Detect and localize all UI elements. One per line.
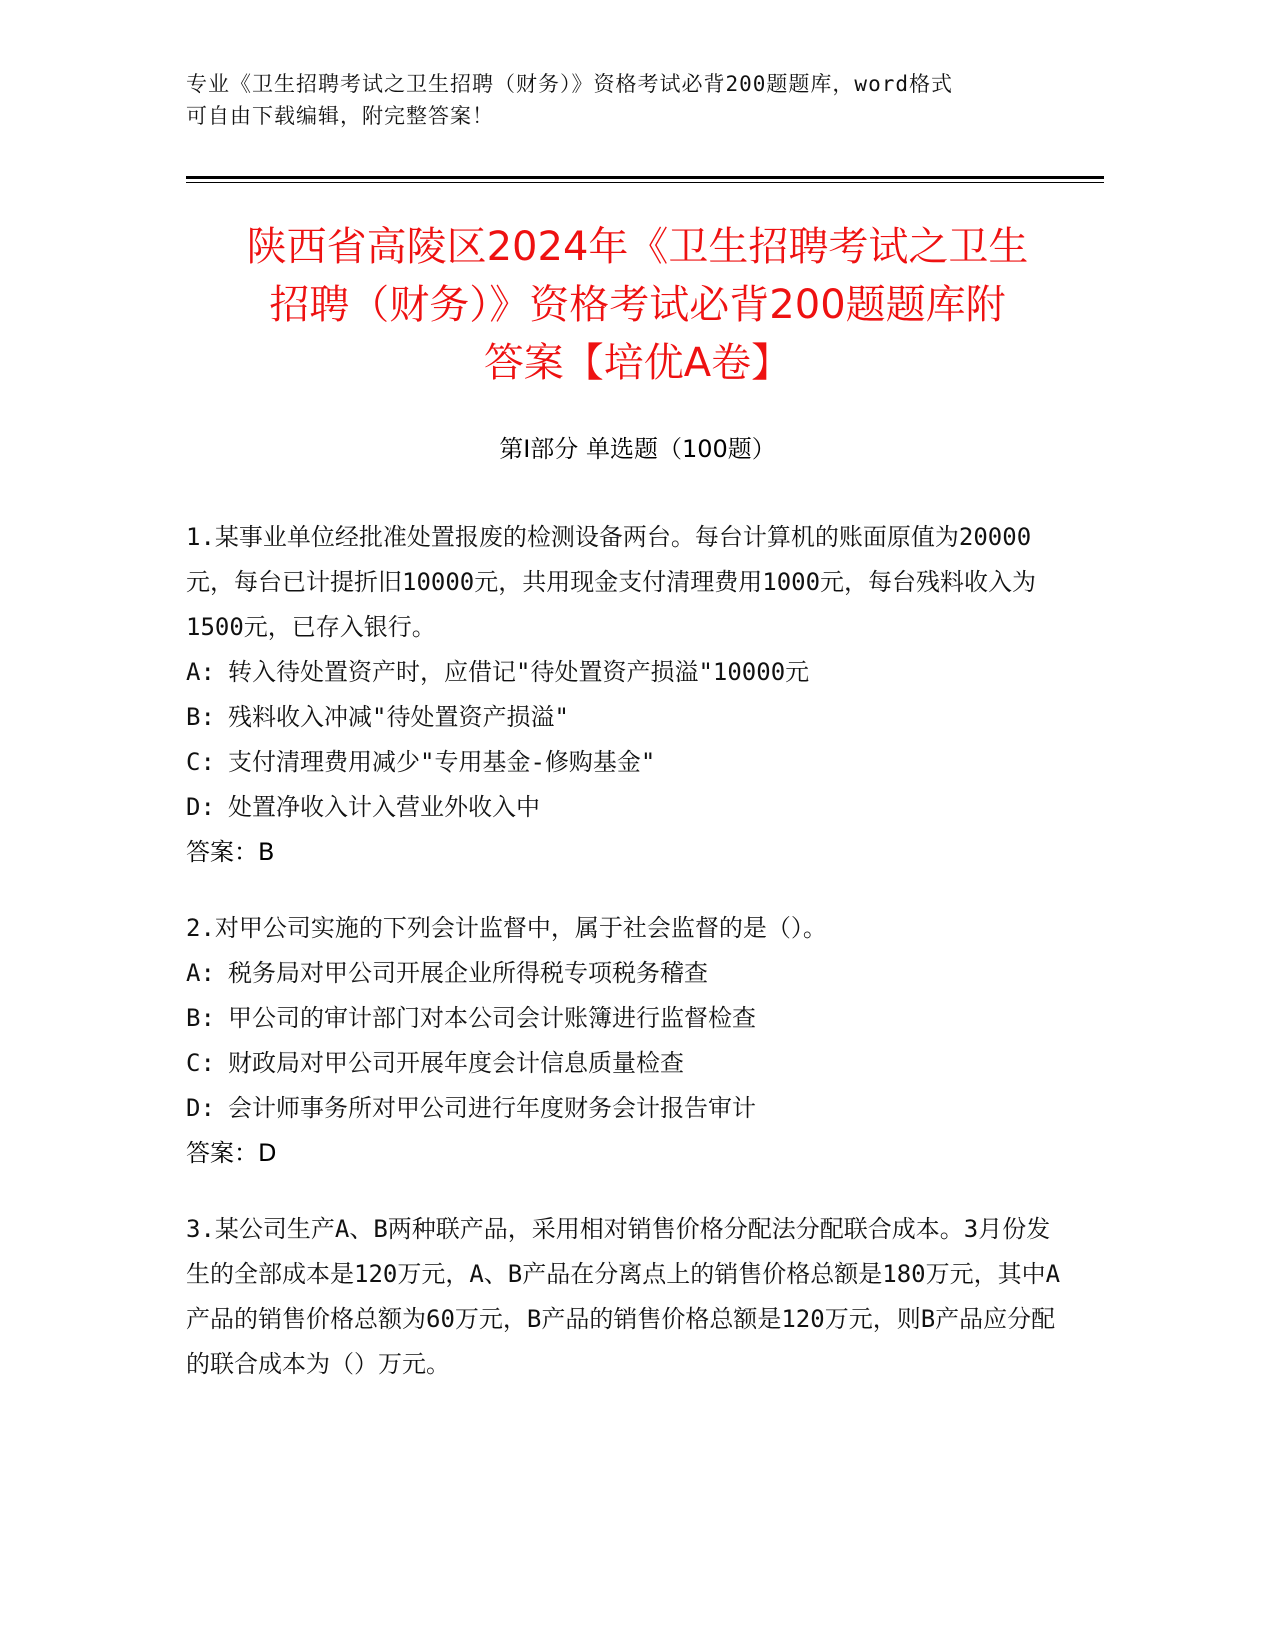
option-letter: B: — [186, 1004, 215, 1032]
option-letter: C: — [186, 1049, 215, 1077]
option-text: 财政局对甲公司开展年度会计信息质量检查 — [228, 1049, 684, 1077]
option-letter: D: — [186, 1094, 215, 1122]
option-letter: D: — [186, 793, 215, 821]
document-title — [150, 218, 1125, 392]
option-letter: C: — [186, 748, 215, 776]
header-divider-thick — [186, 176, 1104, 179]
answer-key: 答案：B — [186, 838, 275, 866]
option-letter: A: — [186, 658, 215, 686]
header-note-line: 专业《卫生招聘考试之卫生招聘（财务）》资格考试必背200题题库，word格式 — [186, 72, 953, 96]
option-text: 税务局对甲公司开展企业所得税专项税务稽查 — [228, 959, 708, 987]
title-line: 答案【培优A卷】 — [483, 340, 792, 386]
title-line: 招聘（财务）》资格考试必背200题题库附 — [269, 282, 1006, 328]
answer-key: 答案：D — [186, 1139, 277, 1167]
option-letter: B: — [186, 703, 215, 731]
title-line: 陕西省高陵区2024年《卫生招聘考试之卫生 — [246, 224, 1029, 270]
option-text: 会计师事务所对甲公司进行年度财务会计报告审计 — [228, 1094, 756, 1122]
option-letter: A: — [186, 959, 215, 987]
question-item — [186, 906, 1066, 1176]
question-stem: 1.某事业单位经批准处置报废的检测设备两台。每台计算机的账面原值为20000元，每台已计提折旧10000元，共用现金支付清理费用1000元，每台残料收入为1500元，已存入银行。 — [186, 523, 1037, 641]
option-text: 支付清理费用减少"专用基金-修购基金" — [228, 748, 656, 776]
option-text: 甲公司的审计部门对本公司会计账簿进行监督检查 — [228, 1004, 756, 1032]
answer-option — [186, 1086, 1066, 1131]
answer-option — [186, 740, 1066, 785]
option-text: 残料收入冲减"待处置资产损溢" — [228, 703, 569, 731]
answer-option — [186, 996, 1066, 1041]
question-list — [186, 515, 1066, 1418]
question-stem: 3.某公司生产A、B两种联产品，采用相对销售价格分配法分配联合成本。3月份发生的全部成本是120万元，A、B产品在分离点上的销售价格总额是180万元，其中A产品的销售价格总额为60万元，B产品的销售价格总额是120万元，则B产品应分配的联合成本为（）万元。 — [186, 1215, 1061, 1378]
section-heading: 第Ⅰ部分 单选题（100题） — [499, 435, 776, 463]
question-item — [186, 515, 1066, 875]
answer-option — [186, 785, 1066, 830]
option-text: 转入待处置资产时，应借记"待处置资产损溢"10000元 — [228, 658, 810, 686]
answer-option — [186, 695, 1066, 740]
option-text: 处置净收入计入营业外收入中 — [228, 793, 540, 821]
header-note-line: 可自由下载编辑，附完整答案！ — [186, 104, 494, 128]
header-note — [186, 68, 1066, 132]
question-stem: 2.对甲公司实施的下列会计监督中，属于社会监督的是（）。 — [186, 914, 827, 942]
header-divider-thin — [186, 182, 1104, 183]
answer-option — [186, 951, 1066, 996]
answer-option — [186, 1041, 1066, 1086]
answer-option — [186, 650, 1066, 695]
question-item — [186, 1207, 1066, 1387]
